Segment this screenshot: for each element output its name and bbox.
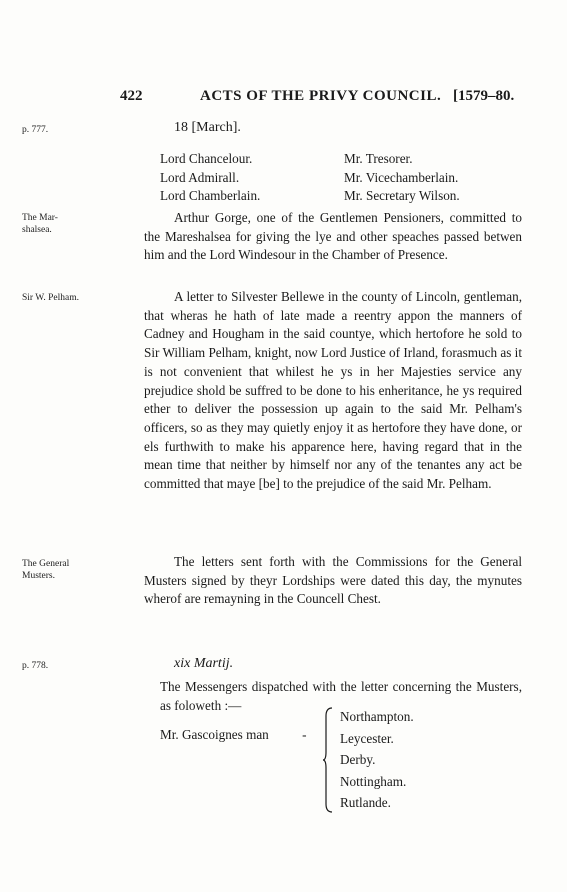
- paragraph-text: The Messengers dispatched with the letter concerning the Musters, as foloweth :—: [160, 679, 522, 713]
- attendee: Mr. Tresorer.: [344, 151, 413, 166]
- margin-page-ref: p. 778.: [22, 661, 49, 671]
- attendee: Lord Admirall.: [160, 169, 240, 185]
- county: Rutlande.: [340, 795, 391, 810]
- paragraph: [144, 209, 522, 265]
- attendee: Lord Chancelour.: [160, 151, 253, 166]
- attendee: Mr. Vicechamberlain.: [344, 169, 459, 185]
- county: Nottingham.: [340, 773, 407, 789]
- running-title: ACTS OF THE PRIVY COUNCIL.: [200, 88, 442, 104]
- county: Northampton.: [340, 709, 414, 724]
- attendance-list: [160, 150, 520, 206]
- entry-date: 18 [March].: [174, 120, 241, 135]
- county: Derby.: [340, 752, 376, 767]
- paragraph-text: Arthur Gorge, one of the Gentlemen Pensioners, committed to the Mareshalsea for giving the lye and other speaches passed betwen him and the Lord Windesour in the Chamber of Presence.: [144, 210, 522, 263]
- paragraph: [144, 288, 522, 494]
- attendee: Mr. Secretary Wilson.: [344, 188, 460, 204]
- paragraph-text: A letter to Silvester Bellewe in the county of Lincoln, gentleman, that wheras he hath of late made a reentry appon the manners of Cadney and Hougham in the said countye, which hertofore he sold to Sir William Pelham, knight, now Lord Justice of Irland, forasmuch as it is not convenient that whilest he ys in her Majesties service any prejudice shold be suffred to be done to his enheritance, he ys required ether to deliver the possession up again to the said Mr. Pelham's officers, so as they may quietly enjoy it as hertofore they have done, or els furthwith to make his apparence here, having regard that in the mean time that neither by himself nor any of the tenantes any act be committed that maye [be] to the prejudice of the said Mr. Pelham.: [144, 289, 522, 492]
- paragraph-text: The letters sent forth with the Commissions for the General Musters signed by theyr Lordships were dated this day, the mynutes wherof are remayning in the Councell Chest.: [144, 554, 522, 607]
- year-range: [1579–80.: [453, 88, 515, 104]
- page-number: 422: [120, 88, 143, 104]
- messenger-name: Mr. Gascoignes man: [160, 727, 269, 742]
- margin-note: The Mar- shalsea.: [22, 213, 58, 235]
- dash: -: [302, 727, 307, 742]
- county-list: [340, 706, 414, 814]
- paragraph: [144, 553, 522, 609]
- attendee: Lord Chamberlain.: [160, 188, 261, 204]
- county: Leycester.: [340, 730, 394, 746]
- messenger-line: [160, 727, 306, 743]
- margin-note: The General Musters.: [22, 559, 70, 581]
- margin-page-ref: p. 777.: [22, 125, 49, 135]
- brace-icon: [322, 706, 334, 814]
- entry-date: xix Martij.: [174, 656, 234, 671]
- margin-note: Sir W. Pelham.: [22, 293, 80, 303]
